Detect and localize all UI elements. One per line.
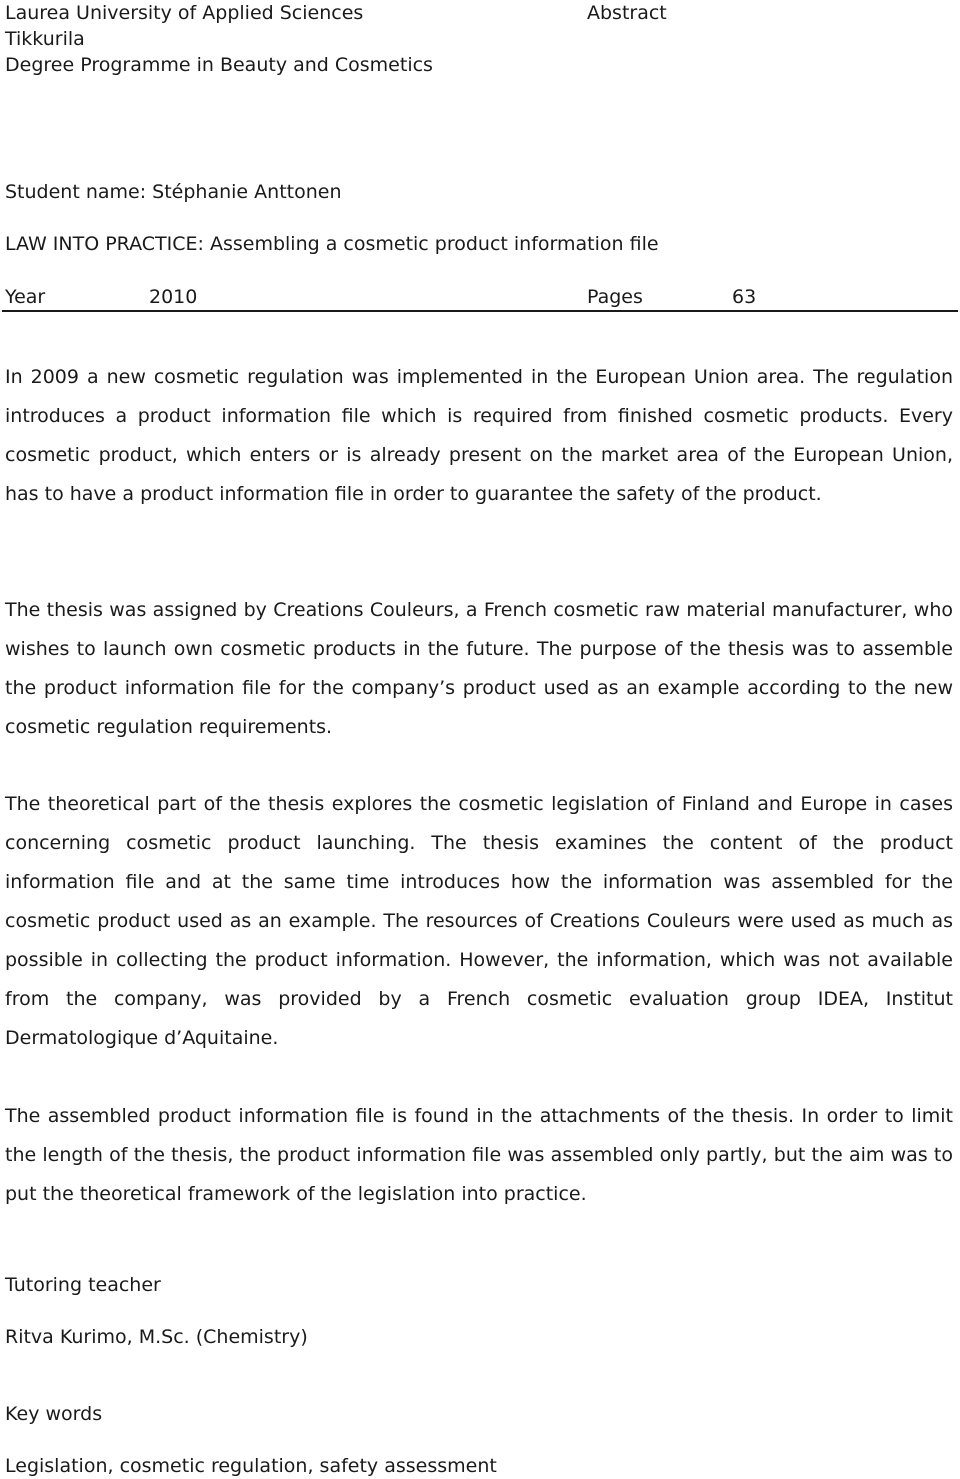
header-institution-block: [5, 0, 433, 78]
tutor-name: Ritva Kurimo, M.Sc. (Chemistry): [5, 1326, 308, 1348]
abstract-paragraph-2: The thesis was assigned by Creations Couleurs, a French cosmetic raw material manufacturer, who wishes to launch own cosmetic products in the future. The purpose of the thesis was to assemble the product information file for the company’s product used as an example according to the new cosmetic regulation requirements.: [5, 599, 953, 738]
year-value: 2010: [149, 286, 198, 308]
pages-value: 63: [732, 286, 757, 308]
keywords-value: Legislation, cosmetic regulation, safety assessment: [5, 1455, 497, 1477]
tutor-label: Tutoring teacher: [5, 1274, 161, 1296]
programme-name: Degree Programme in Beauty and Cosmetics: [5, 54, 433, 76]
thesis-title: LAW INTO PRACTICE: Assembling a cosmetic product information file: [5, 233, 659, 255]
abstract-paragraph-4: The assembled product information file is found in the attachments of the thesis. In order to limit the length of the thesis, the product information file was assembled only partly, but the aim was to put the theoretical framework of the legislation into practice.: [5, 1105, 953, 1205]
abstract-paragraph-1: In 2009 a new cosmetic regulation was implemented in the European Union area. The regulation introduces a product information file which is required from finished cosmetic products. Every cosmetic product, which enters or is already present on the market area of the European Union, has to have a product information file in order to guarantee the safety of the product.: [5, 366, 953, 505]
document-type: Abstract: [587, 2, 667, 24]
student-name: Student name: Stéphanie Anttonen: [5, 181, 342, 203]
pages-label: Pages: [587, 286, 643, 308]
meta-row: [5, 284, 956, 310]
institution-name: Laurea University of Applied Sciences: [5, 2, 364, 24]
abstract-paragraph-3: The theoretical part of the thesis explores the cosmetic legislation of Finland and Europe in cases concerning cosmetic product launching. The thesis examines the content of the product information file and at the same time introduces how the information was assembled for the cosmetic product used as an example. The resources of Creations Couleurs were used as much as possible in collecting the product information. However, the information, which was not available from the company, was provided by a French cosmetic evaluation group IDEA, Institut Dermatologique d’Aquitaine.: [5, 793, 953, 1049]
year-label: Year: [5, 286, 46, 308]
meta-divider: [2, 310, 958, 312]
keywords-label: Key words: [5, 1403, 103, 1425]
campus-name: Tikkurila: [5, 28, 85, 50]
